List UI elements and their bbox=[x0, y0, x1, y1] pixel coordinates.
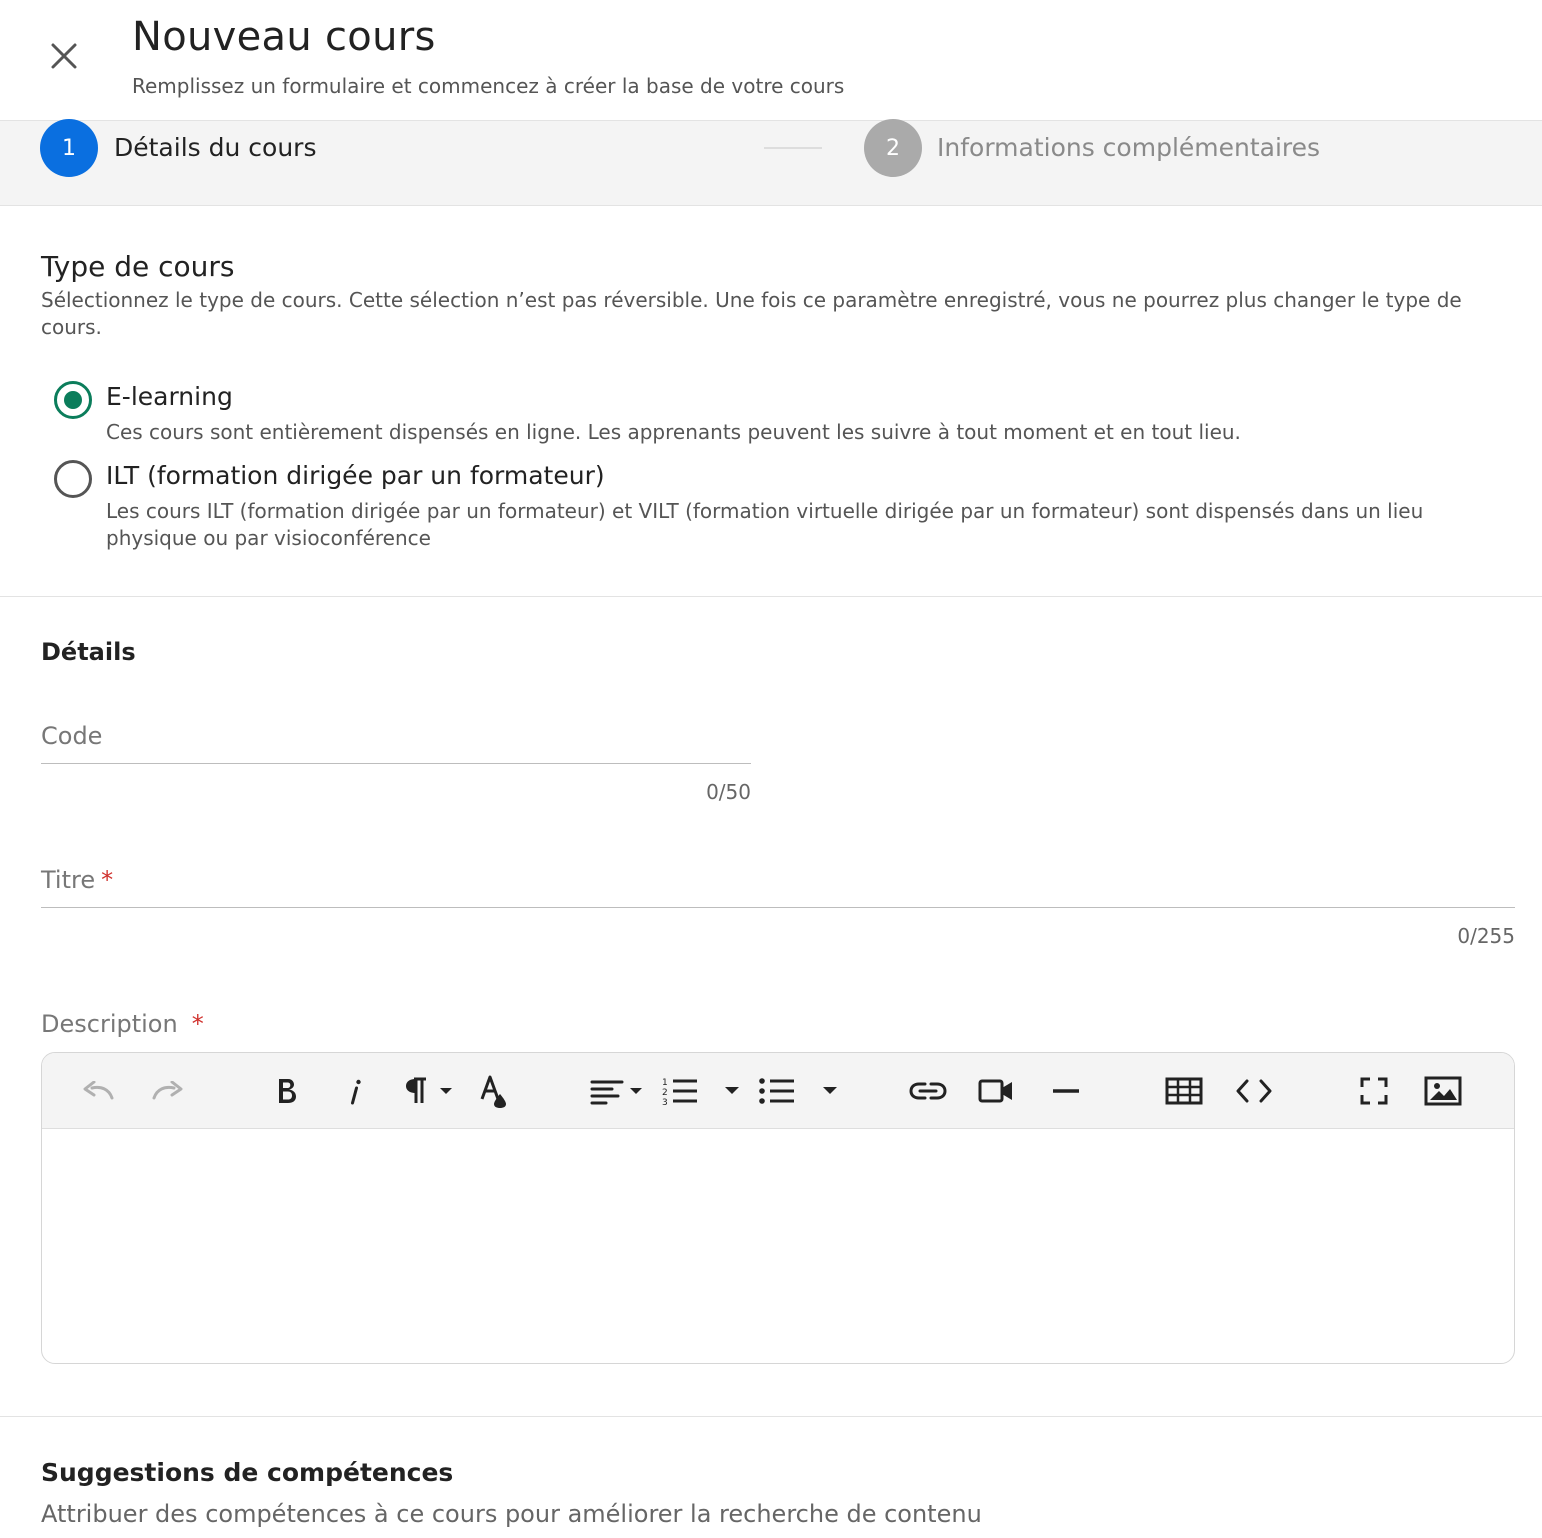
page-subtitle: Remplissez un formulaire et commencez à créer la base de votre cours bbox=[132, 74, 845, 98]
table-button[interactable] bbox=[1164, 1071, 1204, 1111]
table-icon bbox=[1165, 1077, 1203, 1105]
svg-text:1: 1 bbox=[662, 1078, 668, 1088]
skills-description: Attribuer des compétences à ce cours pour améliorer la recherche de contenu bbox=[41, 1500, 982, 1528]
details-title: Détails bbox=[41, 638, 136, 666]
section-divider bbox=[0, 596, 1542, 597]
radio-ilt-label[interactable]: ILT (formation dirigée par un formateur) bbox=[106, 461, 605, 490]
radio-ilt-description: Les cours ILT (formation dirigée par un formateur) et VILT (formation virtuelle dirigée par un formateur) sont dispensés dans un lieu physique ou par visioconférence bbox=[106, 499, 1424, 550]
svg-text:2: 2 bbox=[662, 1088, 668, 1098]
paragraph-icon bbox=[402, 1076, 456, 1106]
bold-icon bbox=[275, 1076, 299, 1106]
fullscreen-icon bbox=[1360, 1077, 1388, 1105]
text-color-icon bbox=[478, 1073, 508, 1109]
step-2-number[interactable]: 2 bbox=[864, 119, 922, 177]
step-1-label[interactable]: Détails du cours bbox=[114, 133, 317, 162]
video-button[interactable] bbox=[976, 1071, 1016, 1111]
link-button[interactable] bbox=[906, 1071, 950, 1111]
video-icon bbox=[978, 1078, 1014, 1104]
chevron-down-icon bbox=[724, 1086, 740, 1096]
horizontal-rule-button[interactable] bbox=[1046, 1071, 1086, 1111]
italic-icon bbox=[345, 1076, 365, 1106]
title-field[interactable] bbox=[41, 866, 113, 894]
code-label: Code bbox=[41, 722, 103, 750]
close-button[interactable] bbox=[44, 36, 84, 76]
horizontal-rule-icon bbox=[1051, 1086, 1081, 1096]
code-underline bbox=[41, 763, 751, 764]
paragraph-format-button[interactable] bbox=[400, 1071, 458, 1111]
radio-elearning-indicator[interactable] bbox=[54, 381, 92, 419]
step-1-number[interactable]: 1 bbox=[40, 119, 98, 177]
ordered-list-button[interactable] bbox=[660, 1071, 700, 1111]
image-icon bbox=[1424, 1076, 1462, 1106]
description-editor-body[interactable] bbox=[42, 1129, 1514, 1364]
course-type-title: Type de cours bbox=[41, 250, 235, 283]
bullet-list-dropdown[interactable] bbox=[818, 1071, 842, 1111]
step-connector bbox=[764, 147, 822, 149]
description-editor bbox=[41, 1052, 1515, 1364]
chevron-down-icon bbox=[822, 1086, 838, 1096]
close-icon bbox=[50, 42, 78, 70]
title-required-mark: * bbox=[101, 866, 114, 894]
align-icon bbox=[588, 1076, 646, 1106]
title-counter: 0/255 bbox=[1457, 924, 1515, 948]
code-view-button[interactable] bbox=[1234, 1071, 1274, 1111]
align-button[interactable] bbox=[586, 1071, 648, 1111]
bold-button[interactable] bbox=[268, 1071, 306, 1111]
page-title: Nouveau cours bbox=[132, 14, 436, 60]
code-counter: 0/50 bbox=[706, 780, 751, 804]
text-color-button[interactable] bbox=[474, 1071, 512, 1111]
italic-button[interactable] bbox=[338, 1071, 372, 1111]
code-icon bbox=[1235, 1078, 1273, 1104]
ordered-list-dropdown[interactable] bbox=[720, 1071, 744, 1111]
fullscreen-button[interactable] bbox=[1354, 1071, 1394, 1111]
description-required-mark: * bbox=[191, 1010, 204, 1038]
redo-button[interactable] bbox=[148, 1071, 188, 1111]
radio-elearning-description: Ces cours sont entièrement dispensés en ligne. Les apprenants peuvent les suivre à tout moment et en tout lieu. bbox=[106, 420, 1241, 444]
skills-title: Suggestions de compétences bbox=[41, 1458, 454, 1487]
undo-icon bbox=[81, 1081, 115, 1101]
image-button[interactable] bbox=[1422, 1071, 1464, 1111]
step-2-label[interactable]: Informations complémentaires bbox=[937, 133, 1321, 162]
section-divider bbox=[0, 1416, 1542, 1417]
link-icon bbox=[908, 1079, 948, 1103]
svg-text:3: 3 bbox=[662, 1098, 668, 1106]
radio-ilt-indicator[interactable] bbox=[54, 460, 92, 498]
bullet-list-button[interactable] bbox=[756, 1071, 798, 1111]
radio-elearning-label[interactable]: E-learning bbox=[106, 382, 233, 411]
undo-button[interactable] bbox=[78, 1071, 118, 1111]
editor-toolbar bbox=[42, 1053, 1514, 1129]
title-underline bbox=[41, 907, 1515, 908]
description-label: Description bbox=[41, 1010, 178, 1038]
ordered-list-icon bbox=[661, 1076, 699, 1106]
stepper bbox=[0, 120, 1542, 206]
course-type-description: Sélectionnez le type de cours. Cette sélection n’est pas réversible. Une fois ce paramètre enregistré, vous ne pourrez plus changer le type de cours. bbox=[41, 288, 1462, 339]
code-field[interactable] bbox=[41, 722, 102, 750]
bullet-list-icon bbox=[758, 1076, 796, 1106]
title-label: Titre bbox=[41, 866, 96, 894]
redo-icon bbox=[151, 1081, 185, 1101]
description-label-row bbox=[41, 1010, 204, 1038]
